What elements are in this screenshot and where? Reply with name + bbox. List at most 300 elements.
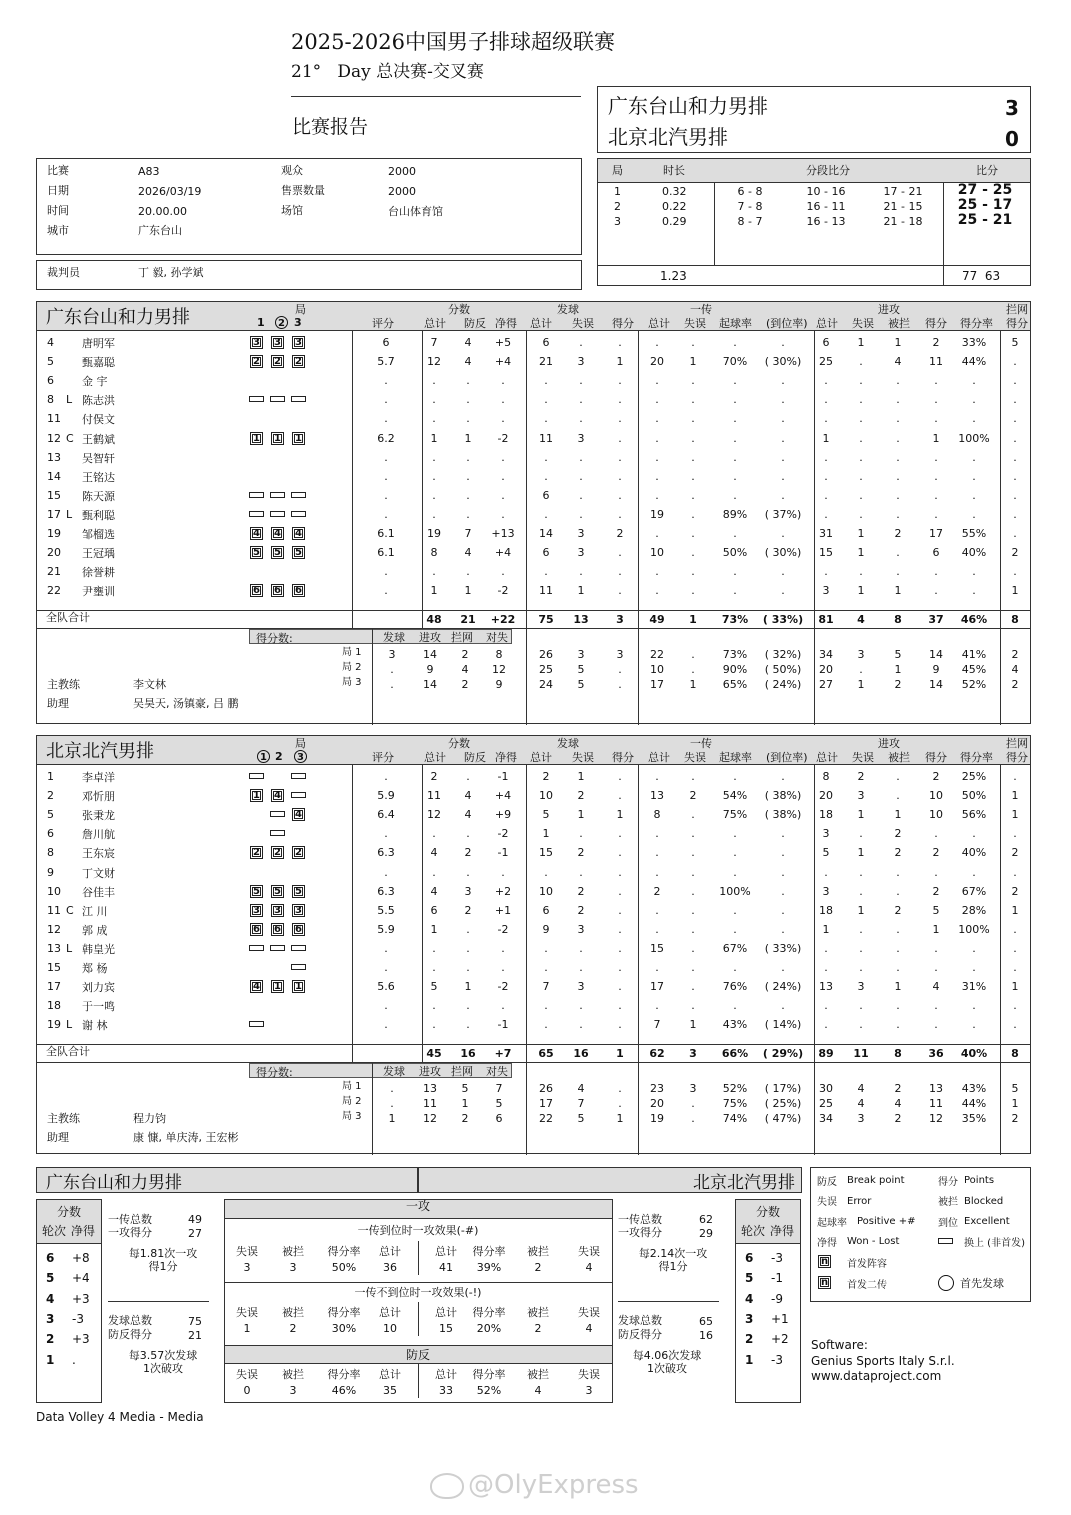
- set-breakdown-cell: 90%: [722, 663, 748, 676]
- set-breakdown-cell: 4: [1011, 663, 1019, 676]
- team-total-cell: 48: [426, 613, 442, 626]
- stat-cell: .: [781, 527, 785, 540]
- starting-position-number: 5: [295, 547, 302, 559]
- set-breakdown-cell: 34: [819, 1112, 833, 1125]
- stat-cell: .: [733, 584, 737, 598]
- set-score: 25 - 21: [957, 212, 1013, 228]
- stat-cell: 67%: [722, 941, 748, 955]
- stat-cell: 18: [819, 903, 833, 917]
- stat-cell: .: [655, 865, 659, 879]
- rotation-header: 轮次: [741, 1224, 766, 1238]
- stat-cell: 15: [539, 846, 553, 860]
- set-breakdown-cell: ( 25%): [764, 1097, 802, 1110]
- player-name: 陈天源: [82, 489, 115, 503]
- stat-cell: .: [544, 412, 548, 426]
- stat-cell: .: [579, 336, 583, 349]
- starting-position-marker: [271, 355, 284, 368]
- set-row-label: 局 2: [342, 1096, 362, 1107]
- team-total-cell: 49: [649, 613, 665, 626]
- team-total-cell: 8: [1011, 1047, 1019, 1060]
- set-column-number: [257, 750, 270, 763]
- starting-position-number: 2: [274, 847, 281, 859]
- stat-cell: .: [691, 488, 695, 502]
- stat-cell: .: [781, 584, 785, 598]
- stat-cell: 11: [539, 584, 553, 598]
- stat-cell: .: [691, 393, 695, 407]
- starting-position-number: 6: [253, 585, 260, 597]
- stat-cell: .: [824, 999, 828, 1013]
- stat-cell: 1: [857, 808, 865, 822]
- stat-cell: .: [691, 336, 695, 349]
- substitute-marker-icon: [291, 964, 306, 970]
- stat-cell: 1: [430, 431, 438, 445]
- player-number: 20: [47, 546, 61, 560]
- stat-cell: 1: [822, 431, 830, 445]
- page-title: 2025-2026中国男子排球超级联赛: [291, 30, 615, 54]
- home-rcv-label: 一传总数: [108, 1213, 152, 1226]
- stat-cell: .: [934, 507, 938, 521]
- rotation-number: 3: [46, 1311, 55, 1326]
- stat-cell: .: [1013, 770, 1017, 783]
- stat-cell: .: [466, 941, 470, 955]
- stat-cell: .: [896, 412, 900, 426]
- substitute-marker-icon: [291, 396, 306, 402]
- stat-cell: 55%: [961, 527, 987, 540]
- stat-cell: 100%: [958, 922, 990, 936]
- breakdown-header: 对失: [486, 631, 508, 644]
- stat-cell: .: [859, 961, 863, 974]
- stat-cell: .: [384, 488, 388, 502]
- stat-cell: .: [579, 374, 583, 388]
- stat-cell: 76%: [722, 980, 748, 994]
- starting-position-number: 4: [295, 528, 302, 539]
- player-name: 甄嘉聪: [82, 356, 115, 370]
- stat-cell: 2: [894, 827, 902, 841]
- starting-position-number: 2: [295, 356, 302, 368]
- stat-cell: .: [691, 808, 695, 822]
- team-total-cell: +7: [494, 1047, 512, 1060]
- stat-cell: .: [733, 999, 737, 1013]
- team-total-cell: 40%: [960, 1047, 988, 1060]
- stat-cell: .: [896, 507, 900, 521]
- info-label: 城市: [47, 224, 69, 237]
- legend-term: 防反: [817, 1177, 837, 1188]
- stat-cell: 1: [1011, 980, 1019, 994]
- set-partial: 8 - 7: [737, 215, 763, 228]
- player-name: 金 宇: [82, 375, 108, 389]
- rotation-net: -3: [771, 1352, 783, 1367]
- stat-cell: 6.1: [377, 546, 395, 560]
- header-serve: 发球: [557, 737, 579, 750]
- player-name: 唐明军: [82, 337, 115, 350]
- team-total-cell: 13: [573, 613, 589, 626]
- stat-cell: .: [691, 469, 695, 483]
- set-breakdown-cell: 23: [650, 1082, 664, 1095]
- set-number-label: 1: [257, 750, 270, 763]
- starting-position-marker: [250, 923, 263, 936]
- player-name: 郑 杨: [82, 962, 108, 975]
- team-total-cell: ( 33%): [762, 613, 804, 626]
- stat-cell: .: [733, 527, 737, 540]
- stat-cell: .: [501, 999, 505, 1013]
- stat-cell: .: [501, 393, 505, 407]
- set-breakdown-cell: 12: [929, 1112, 943, 1125]
- team-total-cell: +22: [490, 613, 516, 626]
- player-name: 韩皇光: [82, 942, 115, 956]
- stat-cell: .: [432, 469, 436, 483]
- stat-cell: .: [655, 393, 659, 407]
- stat-cell: .: [466, 450, 470, 464]
- stat-cell: .: [691, 527, 695, 540]
- stat-cell: 1: [1011, 584, 1019, 598]
- stat-cell: .: [896, 469, 900, 483]
- assistant-label: 助理: [47, 1131, 69, 1144]
- stat-cell: .: [618, 922, 622, 936]
- stat-cell: .: [896, 374, 900, 388]
- stat-cell: .: [618, 980, 622, 994]
- stat-cell: 56%: [961, 808, 987, 822]
- stat-cell: 7: [464, 527, 472, 540]
- player-number: 1: [47, 770, 54, 783]
- stat-cell: 31: [819, 527, 833, 540]
- starting-position-number: 6: [295, 585, 302, 597]
- attack-column-header: 总计: [379, 1368, 401, 1381]
- stat-cell: 6.4: [377, 808, 395, 822]
- stat-cell: .: [618, 789, 622, 803]
- legend-term: 失误: [817, 1197, 837, 1208]
- stat-cell: .: [733, 846, 737, 860]
- player-number: 5: [47, 808, 54, 822]
- stat-cell: .: [691, 884, 695, 898]
- set-breakdown-cell: 12: [423, 1112, 437, 1125]
- column-header: 总计: [816, 317, 838, 330]
- player-name: 詹川航: [82, 828, 115, 842]
- stat-cell: .: [655, 412, 659, 426]
- column-header: 得分: [1006, 317, 1028, 330]
- stat-cell: .: [781, 450, 785, 464]
- stat-cell: .: [781, 999, 785, 1013]
- stat-cell: 2: [689, 789, 697, 803]
- stat-cell: +5: [494, 336, 512, 349]
- player-role: L: [66, 393, 73, 407]
- team-total-cell: 45: [426, 1047, 442, 1060]
- stat-cell: .: [618, 336, 622, 349]
- stat-cell: 8: [653, 808, 661, 822]
- set-partial: 16 - 13: [806, 215, 846, 228]
- stat-cell: .: [1013, 999, 1017, 1013]
- set-breakdown-cell: .: [691, 1097, 695, 1110]
- away-bp-label: 防反得分: [618, 1328, 662, 1341]
- home-sets-won: 3: [1005, 96, 1019, 120]
- team-total-cell: 75: [538, 613, 554, 626]
- stat-cell: .: [934, 865, 938, 879]
- starting-position-marker: [292, 904, 305, 917]
- stat-cell: .: [544, 507, 548, 521]
- stat-cell: +13: [491, 527, 515, 540]
- stat-cell: .: [972, 999, 976, 1013]
- head-coach: 程力钧: [133, 1112, 166, 1125]
- stat-cell: .: [655, 527, 659, 540]
- set-breakdown-cell: 4: [577, 1082, 585, 1095]
- stat-cell: ( 33%): [764, 941, 802, 955]
- set-number: 1: [614, 185, 621, 198]
- stat-cell: .: [544, 961, 548, 974]
- stat-cell: 1: [894, 336, 902, 349]
- set-breakdown-cell: 75%: [722, 1097, 748, 1110]
- stat-cell: .: [691, 412, 695, 426]
- stat-cell: .: [972, 507, 976, 521]
- set-row-label: 局 1: [342, 647, 362, 658]
- set-partial: 6 - 8: [737, 185, 763, 198]
- substitute-marker-icon: [249, 511, 264, 517]
- stat-cell: 1: [689, 1018, 697, 1032]
- player-number: 18: [47, 999, 61, 1013]
- legend-text: 首发二传: [847, 1280, 887, 1291]
- column-header: 被拦: [888, 317, 910, 330]
- stat-cell: .: [733, 922, 737, 936]
- set-breakdown-cell: 25: [819, 1097, 833, 1110]
- column-header: 失误: [572, 317, 594, 330]
- stat-cell: .: [655, 374, 659, 388]
- stat-cell: 100%: [719, 884, 751, 898]
- info-city: 广东台山: [138, 224, 182, 237]
- stat-cell: .: [1013, 450, 1017, 464]
- starting-position-marker: [271, 432, 284, 445]
- rotation-number: 6: [745, 1251, 754, 1265]
- column-header: 失误: [684, 317, 706, 330]
- stat-cell: .: [824, 865, 828, 879]
- stat-cell: .: [579, 469, 583, 483]
- player-number: 17: [47, 507, 61, 521]
- set-breakdown-cell: .: [691, 663, 695, 676]
- stat-cell: .: [934, 584, 938, 598]
- header-attack: 进攻: [878, 303, 900, 316]
- stat-cell: .: [934, 374, 938, 388]
- stat-cell: .: [655, 488, 659, 502]
- stat-cell: .: [655, 584, 659, 598]
- stat-cell: 20: [819, 789, 833, 803]
- stat-cell: 2: [542, 770, 550, 783]
- stat-cell: 6: [542, 488, 550, 502]
- stat-cell: 4: [464, 808, 472, 822]
- stat-cell: 2: [577, 903, 585, 917]
- player-name: 江 川: [82, 904, 108, 918]
- rotation-number: 2: [46, 1332, 55, 1347]
- info-label: 裁判员: [47, 266, 80, 279]
- stat-cell: .: [655, 770, 659, 783]
- stat-cell: 3: [577, 980, 585, 994]
- attack-column-header: 失误: [578, 1368, 600, 1381]
- stat-cell: .: [432, 941, 436, 955]
- info-tickets: 2000: [388, 185, 416, 198]
- attack-column-header: 得分率: [327, 1368, 361, 1381]
- stat-cell: .: [544, 393, 548, 407]
- transition-title: 防反: [405, 1348, 430, 1362]
- stat-cell: .: [1013, 922, 1017, 936]
- set-breakdown-cell: 3: [857, 1112, 865, 1125]
- stat-cell: 4: [464, 789, 472, 803]
- stat-cell: 1: [932, 922, 940, 936]
- set-breakdown-cell: 20: [819, 663, 833, 676]
- starting-position-number: 4: [295, 809, 302, 821]
- stat-cell: .: [781, 827, 785, 841]
- stat-cell: .: [733, 903, 737, 917]
- stat-cell: .: [896, 1018, 900, 1032]
- stat-cell: 18: [819, 808, 833, 822]
- home-rcv-value: 49: [188, 1213, 202, 1226]
- header-set: 局: [295, 737, 306, 750]
- stat-cell: .: [618, 565, 622, 579]
- stat-cell: 6.3: [377, 884, 395, 898]
- set-breakdown-cell: ( 24%): [764, 678, 802, 691]
- stat-cell: 4: [932, 980, 940, 994]
- stat-cell: 6: [932, 546, 940, 560]
- info-label: 日期: [47, 184, 69, 197]
- team-total-label: 全队合计: [46, 1045, 90, 1058]
- stat-cell: .: [859, 884, 863, 898]
- starting-position-number: 1: [253, 790, 260, 802]
- stat-cell: 4: [430, 846, 438, 860]
- attack-column-header: 被拦: [282, 1245, 304, 1258]
- stat-cell: 1: [894, 584, 902, 598]
- stat-cell: .: [544, 469, 548, 483]
- rotation-number: 6: [46, 1251, 55, 1265]
- starting-position-marker: [292, 923, 305, 936]
- stat-cell: .: [859, 827, 863, 841]
- legend-text: Won - Lost: [847, 1236, 900, 1247]
- column-header: 总计: [648, 317, 670, 330]
- column-header: 得分率: [960, 317, 993, 330]
- stat-cell: 3: [822, 584, 830, 598]
- attack-column-header: 总计: [435, 1368, 457, 1381]
- starting-position-marker: [250, 336, 263, 349]
- stat-cell: .: [432, 827, 436, 841]
- coach-label: 主教练: [47, 678, 80, 691]
- starting-position-number: 5: [295, 885, 302, 897]
- set-breakdown-cell: 5: [495, 1097, 503, 1110]
- player-name: 谷佳丰: [82, 885, 115, 899]
- rotation-net: -9: [771, 1291, 783, 1306]
- starting-position-number: 3: [253, 904, 260, 916]
- match-info-box: [36, 158, 582, 255]
- attack-stat-cell: 2: [289, 1322, 297, 1335]
- stat-cell: .: [691, 374, 695, 388]
- stat-cell: 1: [857, 546, 865, 560]
- stat-cell: .: [466, 507, 470, 521]
- player-name: 邓忻朋: [82, 790, 115, 804]
- stat-cell: .: [896, 488, 900, 502]
- stat-cell: .: [691, 999, 695, 1013]
- set-breakdown-cell: 2: [461, 1112, 469, 1125]
- team-total-cell: 8: [1011, 613, 1019, 626]
- stat-cell: 2: [616, 527, 624, 540]
- stat-cell: .: [618, 431, 622, 445]
- starting-position-marker: [292, 527, 305, 540]
- away-att-per: 每2.14次一攻: [638, 1247, 708, 1260]
- stat-cell: .: [733, 469, 737, 483]
- stat-cell: 75%: [722, 808, 748, 822]
- starting-position-number: 4: [253, 528, 260, 539]
- set-breakdown-cell: 3: [577, 648, 585, 661]
- set-breakdown-cell: 74%: [722, 1112, 748, 1125]
- stat-cell: .: [501, 469, 505, 483]
- player-name: 甄利聪: [82, 508, 115, 522]
- stat-cell: .: [691, 507, 695, 521]
- set-breakdown-cell: 52%: [961, 678, 987, 691]
- stat-cell: .: [579, 941, 583, 955]
- set-score: 25 - 17: [957, 197, 1013, 213]
- starting-position-marker: [292, 980, 305, 993]
- player-role: C: [66, 431, 74, 445]
- attack-stat-cell: 50%: [331, 1261, 357, 1274]
- stat-cell: .: [501, 565, 505, 579]
- player-name: 张秉龙: [82, 809, 115, 823]
- away-srv-per2: 1次破攻: [647, 1362, 687, 1375]
- team-total-cell: 73%: [721, 613, 749, 626]
- stat-cell: .: [501, 488, 505, 502]
- set-breakdown-cell: 14: [929, 648, 943, 661]
- set-breakdown-cell: 2: [1011, 1112, 1019, 1125]
- stat-cell: 9: [542, 922, 550, 936]
- stat-cell: .: [896, 770, 900, 783]
- stat-cell: 10: [929, 808, 943, 822]
- starting-position-marker: [271, 336, 284, 349]
- imperfect-reception-title: 一传不到位时一攻效果(-!): [354, 1286, 482, 1299]
- attack-stat-cell: 39%: [476, 1261, 502, 1274]
- player-number: 6: [47, 827, 54, 841]
- set-breakdown-cell: 3: [616, 648, 624, 661]
- substitute-marker-icon: [270, 811, 285, 817]
- column-header: 得分: [612, 317, 634, 330]
- player-number: 9: [47, 865, 54, 879]
- attack-column-header: 得分率: [472, 1245, 506, 1258]
- stat-cell: .: [691, 565, 695, 579]
- breakdown-header: 进攻: [419, 631, 441, 644]
- stat-cell: .: [824, 374, 828, 388]
- legend-text: 首先发球: [960, 1277, 1004, 1290]
- away-sets-won: 0: [1005, 127, 1019, 151]
- set-breakdown-cell: 20: [650, 1097, 664, 1110]
- starting-position-marker: [292, 336, 305, 349]
- stat-cell: .: [691, 584, 695, 598]
- stat-cell: .: [544, 941, 548, 955]
- rotation-number: 4: [745, 1291, 754, 1306]
- header-set: 局: [295, 303, 306, 316]
- legend-term: 到位: [938, 1218, 958, 1229]
- stat-cell: .: [859, 488, 863, 502]
- stat-cell: .: [618, 827, 622, 841]
- stat-cell: 2: [857, 770, 865, 783]
- attack-column-header: 失误: [578, 1245, 600, 1258]
- starting-position-number: 2: [274, 356, 281, 368]
- away-team-title: 北京北汽男排: [46, 741, 154, 762]
- set-row-label: 局 2: [342, 662, 362, 673]
- starting-position-number: 1: [295, 432, 302, 444]
- stat-cell: 17: [929, 527, 943, 540]
- starting-position-number: 3: [295, 337, 302, 348]
- stat-cell: .: [384, 450, 388, 464]
- stat-cell: .: [466, 488, 470, 502]
- stat-cell: .: [972, 565, 976, 579]
- set-breakdown-cell: 1: [857, 678, 865, 691]
- first-serve-circle-icon: [938, 1275, 954, 1291]
- substitute-marker-icon: [249, 492, 264, 498]
- attack-stat-cell: 33: [439, 1384, 453, 1397]
- stat-cell: .: [691, 450, 695, 464]
- substitute-marker-icon: [270, 492, 285, 498]
- attack-column-header: 得分率: [472, 1306, 506, 1319]
- assistant-coaches: 吴昊天, 汤镇豪, 吕 鹏: [133, 697, 239, 710]
